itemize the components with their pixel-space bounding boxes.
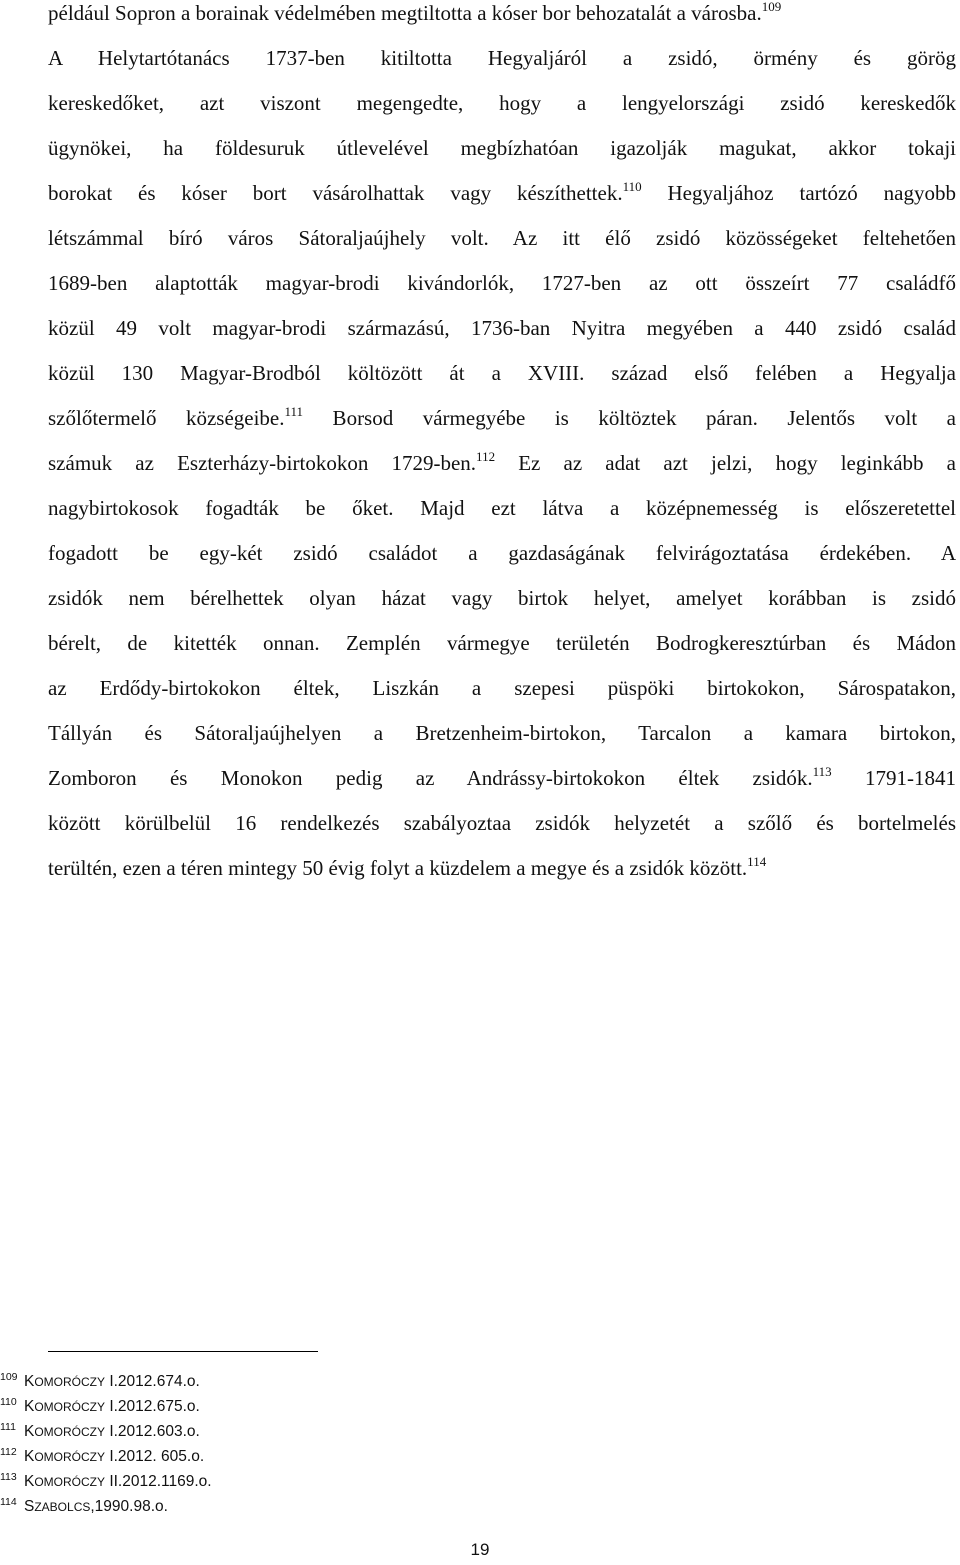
body-line bbox=[48, 223, 956, 253]
footnote-author-initial: K bbox=[24, 1373, 35, 1390]
footnote-reference-text: I.2012.675.o. bbox=[105, 1398, 200, 1415]
footnote-item bbox=[0, 1416, 200, 1438]
footnote-reference[interactable]: 110 bbox=[622, 179, 642, 194]
footnote-author-rest: OMORÓCZY bbox=[34, 1375, 106, 1389]
footnote-author-rest: OMORÓCZY bbox=[34, 1400, 106, 1414]
footnote-reference[interactable]: 113 bbox=[812, 764, 832, 779]
body-line-text: kereskedőket, azt viszont megengedte, hogy a lengyelországi zsidó kereskedők bbox=[48, 91, 956, 115]
body-line bbox=[48, 583, 956, 613]
body-line-text: szőlőtermelő községeibe. bbox=[48, 406, 285, 430]
body-line-text: például Sopron a borainak védelmében megtiltotta a kóser bor behozatalát a városba. bbox=[48, 1, 762, 25]
body-line-text: Tállyán és Sátoraljaújhelyen a Bretzenheim-birtokon, Tarcalon a kamara birtokon, bbox=[48, 721, 956, 745]
footnote-reference[interactable]: 112 bbox=[476, 449, 496, 464]
body-line-text: ügynökei, ha földesuruk útlevelével megbízhatóan igazolják magukat, akkor tokaji bbox=[48, 136, 956, 160]
footnote-number: 113 bbox=[0, 1471, 17, 1483]
footnote-number: 110 bbox=[0, 1396, 17, 1408]
footnote-reference[interactable]: 111 bbox=[284, 404, 304, 419]
body-line-text: borokat és kóser bort vásárolhattak vagy készíthettek. bbox=[48, 181, 623, 205]
body-line bbox=[48, 493, 956, 523]
body-line-text: közül 49 volt magyar-brodi származású, 1736-ban Nyitra megyében a 440 zsidó család bbox=[48, 316, 956, 340]
footnote-author-rest: OMORÓCZY bbox=[34, 1475, 106, 1489]
body-line bbox=[48, 673, 956, 703]
body-line-text-continued: Borsod vármegyébe is költöztek páran. Jelentős volt a bbox=[303, 406, 956, 430]
footnote-number: 109 bbox=[0, 1371, 18, 1383]
footnote-author-initial: K bbox=[24, 1473, 35, 1490]
body-line bbox=[48, 268, 956, 298]
body-line-text: nagybirtokosok fogadták be őket. Majd ezt látva a középnemesség is előszeretettel bbox=[48, 496, 956, 520]
body-line-text: között körülbelül 16 rendelkezés szabályoztaa zsidók helyzetét a szőlő és bortelmelés bbox=[48, 811, 956, 835]
footnote-author-initial: S bbox=[24, 1498, 35, 1515]
body-line bbox=[48, 718, 956, 748]
body-line bbox=[48, 853, 956, 883]
body-line-text: A Helytartótanács 1737-ben kitiltotta Hegyaljáról a zsidó, örmény és görög bbox=[48, 46, 956, 70]
footnote-item bbox=[0, 1466, 212, 1488]
footnote-reference[interactable]: 114 bbox=[747, 854, 767, 869]
footnote-author-rest: ZABOLCS bbox=[34, 1500, 91, 1514]
body-line-text: Zomboron és Monokon pedig az Andrássy-birtokokon éltek zsidók. bbox=[48, 766, 813, 790]
footnote-item bbox=[0, 1366, 200, 1388]
body-line-text-continued: Hegyaljához tartózó nagyobb bbox=[641, 181, 956, 205]
footnote-author-initial: K bbox=[24, 1398, 35, 1415]
body-line-text: közül 130 Magyar-Brodból költözött át a XVIII. század első felében a Hegyalja bbox=[48, 361, 956, 385]
footnote-reference-text: I.2012.674.o. bbox=[105, 1373, 200, 1390]
footnote-reference-text: II.2012.1169.o. bbox=[105, 1473, 212, 1490]
body-line-text: fogadott be egy-két zsidó családot a gazdaságának felvirágoztatása érdekében. A bbox=[48, 541, 956, 565]
body-line-text: bérelt, de kitették onnan. Zemplén vármegye területén Bodrogkeresztúrban és Mádon bbox=[48, 631, 956, 655]
body-line bbox=[48, 313, 956, 343]
footnote-number: 111 bbox=[0, 1421, 16, 1433]
body-line-text-continued: Ez az adat azt jelzi, hogy leginkább a bbox=[495, 451, 956, 475]
footnote-item bbox=[0, 1491, 168, 1513]
footnote-author-rest: OMORÓCZY bbox=[34, 1425, 106, 1439]
footnote-separator bbox=[48, 1351, 318, 1352]
body-line-text: 1689-ben alaptották magyar-brodi kivándorlók, 1727-ben az ott összeírt 77 családfő bbox=[48, 271, 956, 295]
body-line bbox=[48, 43, 956, 73]
footnote-author-rest: OMORÓCZY bbox=[34, 1450, 106, 1464]
footnote-item bbox=[0, 1441, 204, 1463]
body-line bbox=[48, 358, 956, 388]
body-line bbox=[48, 448, 956, 478]
footnote-reference[interactable]: 109 bbox=[761, 0, 782, 14]
footnote-number: 114 bbox=[0, 1496, 17, 1508]
body-line bbox=[48, 538, 956, 568]
body-line bbox=[48, 133, 956, 163]
body-line-text: zsidók nem bérelhettek olyan házat vagy birtok helyet, amelyet korábban is zsidó bbox=[48, 586, 956, 610]
footnote-author-initial: K bbox=[24, 1448, 35, 1465]
footnote-number: 112 bbox=[0, 1446, 17, 1458]
body-line bbox=[48, 628, 956, 658]
body-line-text: számuk az Eszterházy-birtokokon 1729-ben. bbox=[48, 451, 477, 475]
page-number: 19 bbox=[470, 1540, 490, 1559]
body-line-text: az Erdődy-birtokokon éltek, Liszkán a szepesi püspöki birtokokon, Sárospatakon, bbox=[48, 676, 956, 700]
body-line bbox=[48, 0, 956, 28]
body-line-text: terültén, ezen a téren mintegy 50 évig folyt a küzdelem a megye és a zsidók között. bbox=[48, 856, 748, 880]
body-line bbox=[48, 763, 956, 793]
body-line bbox=[48, 88, 956, 118]
body-line-text-continued: 1791-1841 bbox=[831, 766, 956, 790]
footnote-reference-text: I.2012.603.o. bbox=[105, 1423, 200, 1440]
footnote-reference-text: I.2012. 605.o. bbox=[105, 1448, 205, 1465]
footnote-item bbox=[0, 1391, 200, 1413]
footnote-reference-text: ,1990.98.o. bbox=[90, 1498, 168, 1515]
footnote-author-initial: K bbox=[24, 1423, 35, 1440]
body-line-text: létszámmal bíró város Sátoraljaújhely volt. Az itt élő zsidó közösségeket feltehetően bbox=[48, 226, 956, 250]
body-line bbox=[48, 808, 956, 838]
body-line bbox=[48, 178, 956, 208]
body-line bbox=[48, 403, 956, 433]
